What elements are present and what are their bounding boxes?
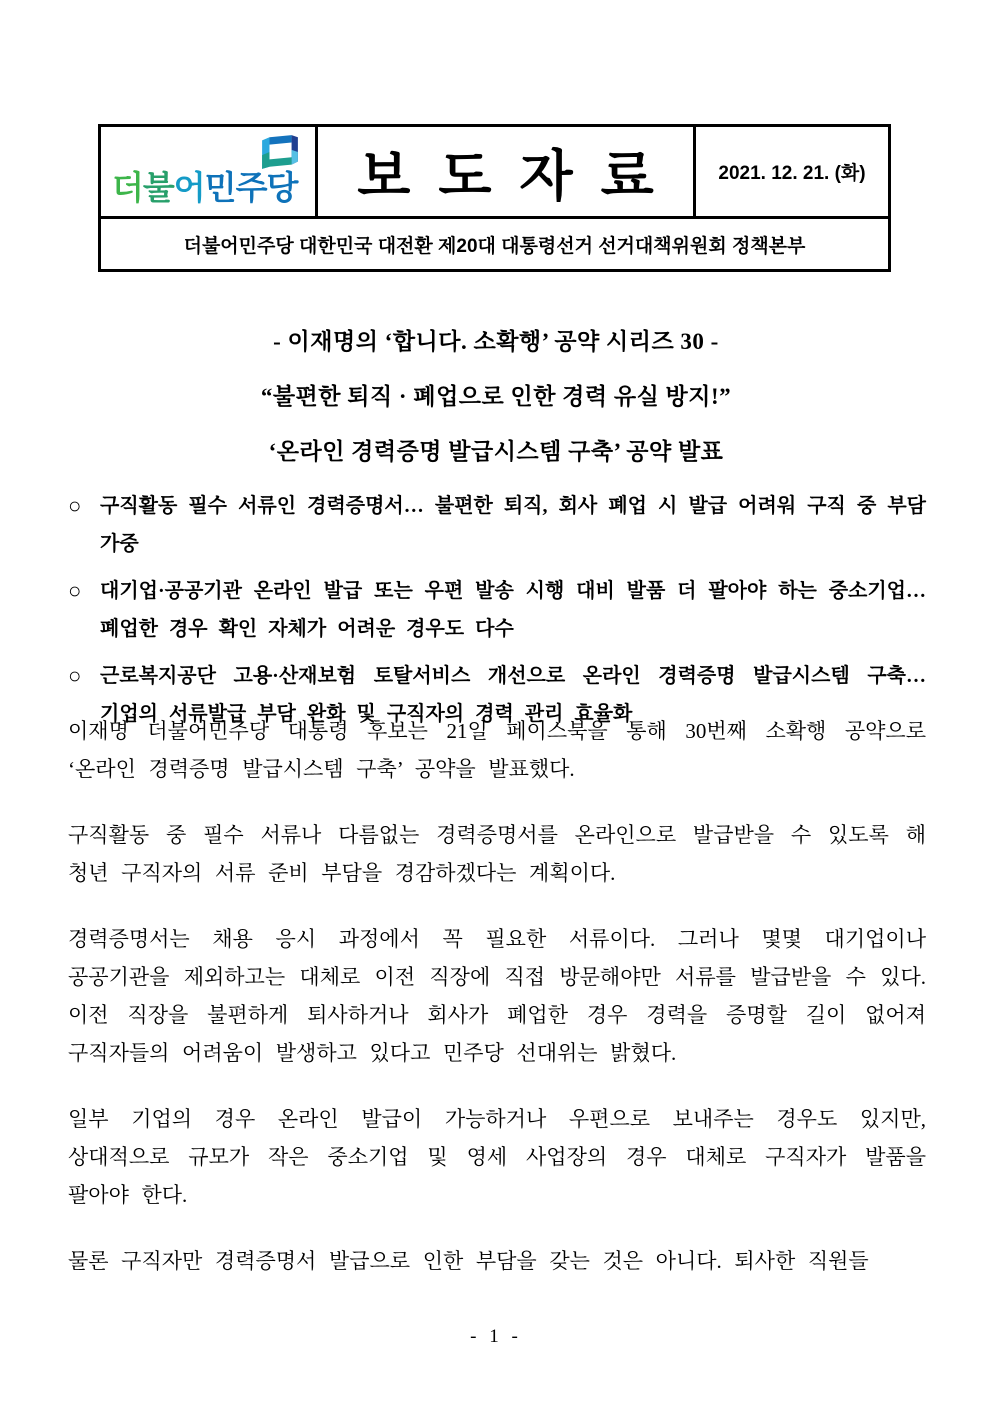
summary-bullet — [68, 487, 926, 563]
bullet-text: 구직활동 필수 서류인 경력증명서… 불편한 퇴직, 회사 폐업 시 발급 어려워 구직 중 부담 가중 — [100, 495, 926, 555]
headline-series-line: - 이재명의 ‘합니다. 소확행’ 공약 시리즈 30 - — [273, 329, 719, 354]
committee-row — [101, 219, 888, 269]
headline-announcement-line: ‘온라인 경력증명 발급시스템 구축’ 공약 발표 — [268, 439, 724, 464]
committee-name: 더불어민주당 대한민국 대전환 제20대 대통령선거 선거대책위원회 정책본부 — [183, 235, 806, 257]
page-number: - 1 - — [470, 1326, 522, 1347]
body-text — [68, 712, 926, 1308]
release-date: 2021. 12. 21. (화) — [718, 163, 866, 184]
party-logo-cell — [101, 127, 318, 216]
circle-bullet-icon: ○ — [68, 493, 82, 518]
body-paragraph: 이재명 더불어민주당 대통령 후보는 21일 페이스북을 통해 30번째 소확행 공약으로 ‘온라인 경력증명 발급시스템 구축’ 공약을 발표했다. — [68, 719, 926, 781]
party-logo-text: 더불어민주당 — [112, 168, 298, 206]
date-cell — [696, 127, 888, 216]
headline-block — [0, 314, 992, 479]
circle-bullet-icon: ○ — [68, 663, 82, 688]
bullet-text: 대기업·공공기관 온라인 발급 또는 우편 발송 시행 대비 발품 더 팔아야 하는 중소기업… 폐업한 경우 확인 자체가 어려운 경우도 다수 — [100, 580, 926, 640]
headline-quote-line: “불편한 퇴직 · 폐업으로 인한 경력 유실 방지!” — [260, 384, 732, 409]
summary-bullet — [68, 572, 926, 648]
header-table — [98, 124, 891, 272]
press-release-title-cell — [318, 127, 696, 216]
summary-bullets — [68, 487, 926, 742]
press-release-title: 보도자료 — [357, 145, 682, 207]
bullet-text: 근로복지공단 고용·산재보험 토탈서비스 개선으로 온라인 경력증명 발급시스템 구축… 기업의 서류발급 부담 완화 및 구직자의 경력 관리 효율화 — [100, 665, 926, 725]
body-paragraph: 물론 구직자만 경력증명서 발급으로 인한 부담을 갖는 것은 아니다. 퇴사한 직원들 — [68, 1249, 869, 1273]
header-row-main — [101, 127, 888, 219]
body-paragraph: 구직활동 중 필수 서류나 다름없는 경력증명서를 온라인으로 발급받을 수 있도록 해 청년 구직자의 서류 준비 부담을 경감하겠다는 계획이다. — [68, 823, 926, 885]
body-paragraph: 일부 기업의 경우 온라인 발급이 가능하거나 우편으로 보내주는 경우도 있지만, 상대적으로 규모가 작은 중소기업 및 영세 사업장의 경우 대체로 구직자가 발품을 팔아야 한다. — [68, 1107, 926, 1207]
party-logo — [110, 133, 306, 211]
body-paragraph: 경력증명서는 채용 응시 과정에서 꼭 필요한 서류이다. 그러나 몇몇 대기업이나 공공기관을 제외하고는 대체로 이전 직장에 직접 방문해야만 서류를 발급받을 수 있다. 이전 직장을 불편하게 퇴사하거나 회사가 폐업한 경우 경력을 증명할 길이 없어져 구직자들의 어려움이 발생하고 있다고 민주당 선대위는 밝혔다. — [68, 927, 926, 1065]
circle-bullet-icon: ○ — [68, 578, 82, 603]
